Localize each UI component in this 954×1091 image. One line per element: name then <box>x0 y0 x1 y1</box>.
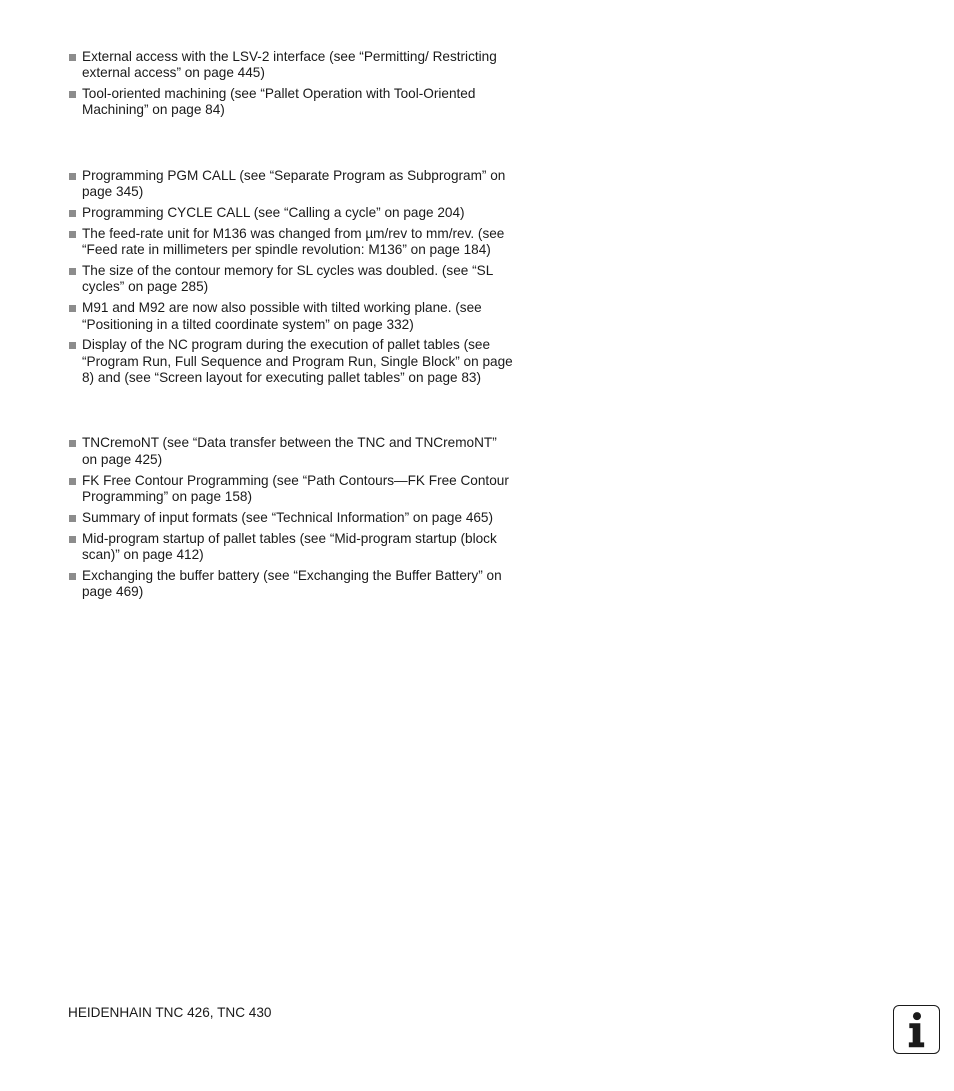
list-item-text: Mid-program startup of pallet tables (see “Mid-program startup (block scan)” on page 412) <box>82 530 497 562</box>
list-item <box>68 568 513 601</box>
list-item <box>68 473 513 506</box>
square-bullet-icon <box>69 173 76 180</box>
square-bullet-icon <box>69 573 76 580</box>
list-item <box>68 337 513 386</box>
list-item <box>68 531 513 564</box>
list-item-text: Programming CYCLE CALL (see “Calling a cycle” on page 204) <box>82 204 465 220</box>
square-bullet-icon <box>69 91 76 98</box>
square-bullet-icon <box>69 440 76 447</box>
info-icon-glyph <box>894 1006 939 1053</box>
list-item <box>68 300 513 333</box>
section-2 <box>68 168 513 387</box>
info-icon <box>893 1005 940 1054</box>
list-item-text: Exchanging the buffer battery (see “Exchanging the Buffer Battery” on page 469) <box>82 567 502 600</box>
list-item <box>68 205 513 221</box>
page-content <box>68 49 513 605</box>
list-item-text: Tool-oriented machining (see “Pallet Operation with Tool-Oriented Machining” on page 84) <box>82 86 476 118</box>
bullet-list <box>68 168 513 387</box>
square-bullet-icon <box>69 536 76 543</box>
list-item-text: TNCremoNT (see “Data transfer between the TNC and TNCremoNT” on page 425) <box>82 435 497 467</box>
square-bullet-icon <box>69 342 76 349</box>
list-item <box>68 49 513 82</box>
list-item <box>68 263 513 296</box>
section-3 <box>68 435 513 600</box>
square-bullet-icon <box>69 305 76 312</box>
square-bullet-icon <box>69 54 76 61</box>
square-bullet-icon <box>69 210 76 217</box>
list-item <box>68 435 513 468</box>
square-bullet-icon <box>69 515 76 522</box>
list-item-text: Display of the NC program during the execution of pallet tables (see “Program Run, Full Sequence and Program Run, Single Block” on page 8) and (see “Screen layout for executing pallet tables” on page 83) <box>82 337 513 386</box>
footer-text: HEIDENHAIN TNC 426, TNC 430 <box>68 1005 272 1020</box>
list-item-text: The feed-rate unit for M136 was changed from µm/rev to mm/rev. (see “Feed rate in millimeters per spindle revolution: M136” on page 184) <box>82 225 505 258</box>
list-item-text: The size of the contour memory for SL cycles was doubled. (see “SL cycles” on page 285) <box>82 263 493 295</box>
list-item-text: Summary of input formats (see “Technical Information” on page 465) <box>82 509 494 525</box>
list-item <box>68 510 513 526</box>
bullet-list <box>68 435 513 600</box>
list-item-text: Programming PGM CALL (see “Separate Program as Subprogram” on page 345) <box>82 167 506 200</box>
square-bullet-icon <box>69 478 76 485</box>
list-item <box>68 226 513 259</box>
list-item-text: M91 and M92 are now also possible with tilted working plane. (see “Positioning in a tilted coordinate system” on page 332) <box>82 300 482 332</box>
square-bullet-icon <box>69 231 76 238</box>
list-item-text: FK Free Contour Programming (see “Path Contours—FK Free Contour Programming” on page 158) <box>82 472 509 504</box>
list-item <box>68 168 513 201</box>
bullet-list <box>68 49 513 119</box>
section-1 <box>68 49 513 119</box>
list-item-text: External access with the LSV-2 interface (see “Permitting/ Restricting external access” on page 445) <box>82 49 497 81</box>
list-item <box>68 86 513 119</box>
square-bullet-icon <box>69 268 76 275</box>
